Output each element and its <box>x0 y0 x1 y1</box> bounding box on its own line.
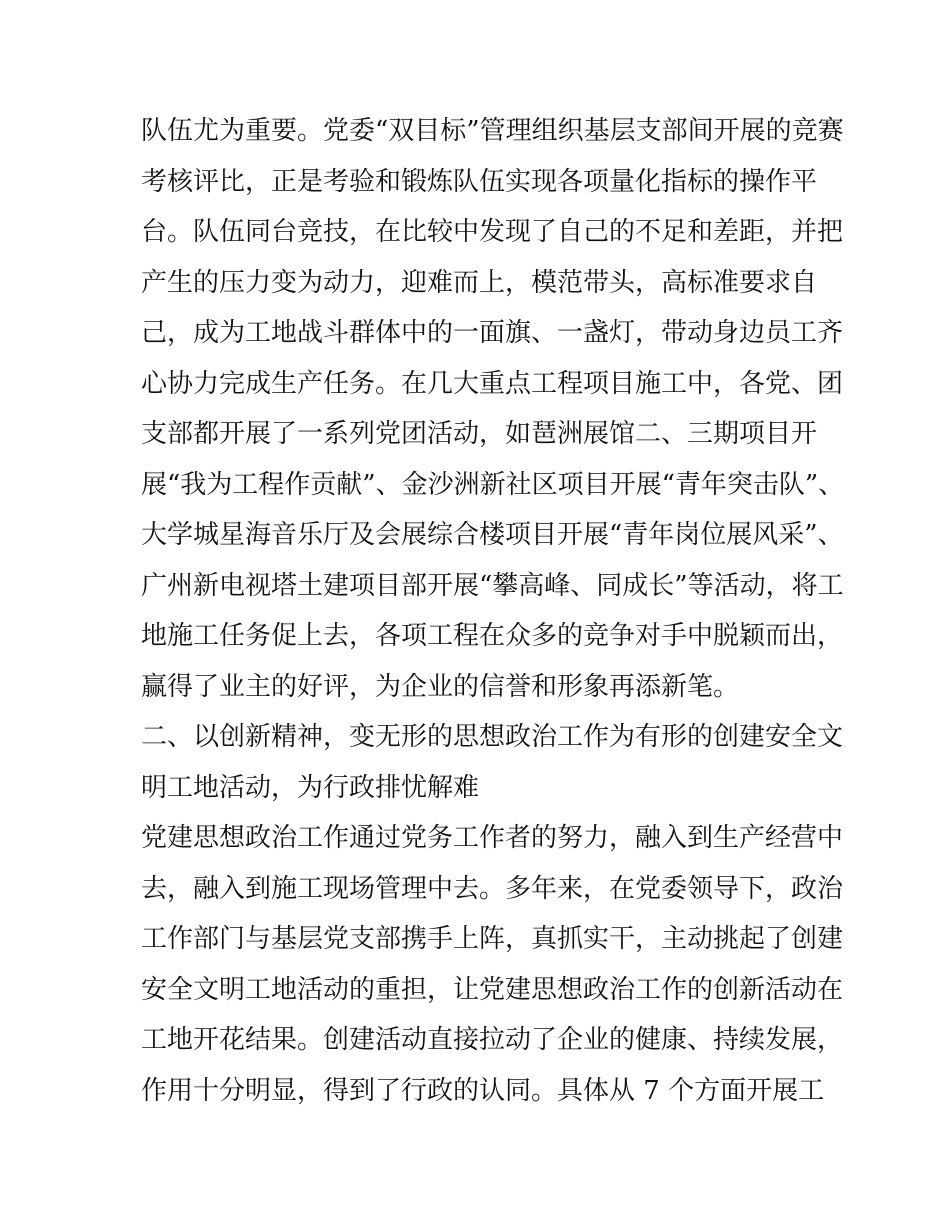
text-line: 己，成为工地战斗群体中的一面旗、一盏灯，带动身边员工齐 <box>141 318 844 348</box>
text-line: 广州新电视塔土建项目部开展“攀高峰、同成长”等活动，将工 <box>141 570 844 601</box>
text-line: 心协力完成生产任务。在几大重点工程项目施工中，各党、团 <box>141 368 844 399</box>
text-line: 展“我为工程作贡献”、金沙洲新社区项目开展“青年突击队”、 <box>141 469 845 500</box>
text-line: 作用十分明显，得到了行政的认同。具体从 7 个方面开展工 <box>141 1075 825 1106</box>
text-line: 大学城星海音乐厅及会展综合楼项目开展“青年岗位展风采”、 <box>141 520 844 550</box>
section-heading-line: 二、以创新精神，变无形的思想政治工作为有形的创建安全文 <box>141 722 844 752</box>
text-line: 地施工任务促上去，各项工程在众多的竞争对手中脱颖而出， <box>141 621 844 651</box>
body-text <box>141 106 845 1116</box>
text-line: 产生的压力变为动力，迎难而上，模范带头，高标准要求自 <box>141 267 818 298</box>
text-line: 队伍尤为重要。党委“双目标”管理组织基层支部间开展的竞赛 <box>141 116 844 146</box>
text-line: 去，融入到施工现场管理中去。多年来，在党委领导下，政治 <box>141 873 844 904</box>
text-line: 考核评比，正是考验和锻炼队伍实现各项量化指标的操作平 <box>141 166 818 197</box>
text-line: 工地开花结果。创建活动直接拉动了企业的健康、持续发展， <box>141 1025 844 1055</box>
text-line: 安全文明工地活动的重担，让党建思想政治工作的创新活动在 <box>141 974 844 1005</box>
text-line: 台。队伍同台竞技，在比较中发现了自己的不足和差距，并把 <box>141 217 844 247</box>
section-heading-line: 明工地活动，为行政排忧解难 <box>141 772 480 803</box>
text-line: 工作部门与基层党支部携手上阵，真抓实干，主动挑起了创建 <box>141 924 844 954</box>
text-line: 支部都开展了一系列党团活动，如琶洲展馆二、三期项目开 <box>141 419 818 449</box>
text-line: 赢得了业主的好评，为企业的信誉和形象再添新笔。 <box>141 671 740 702</box>
text-line: 党建思想政治工作通过党务工作者的努力，融入到生产经营中 <box>141 823 844 853</box>
